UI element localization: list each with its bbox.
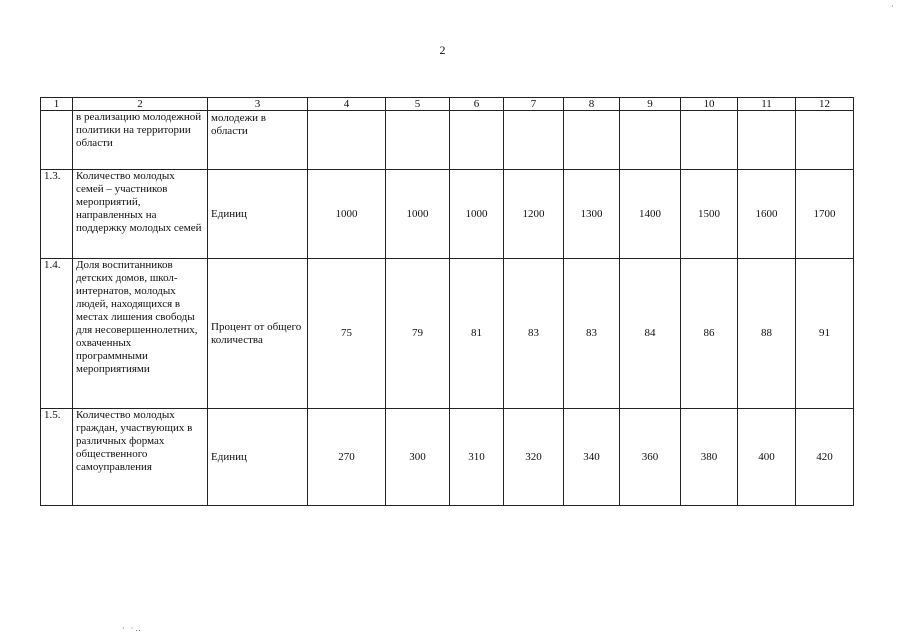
- header-cell: 4: [308, 98, 386, 111]
- value-cell: 340: [564, 409, 620, 506]
- value-cell: 1000: [386, 170, 450, 259]
- value-cell: 310: [450, 409, 504, 506]
- value-cell: 400: [738, 409, 796, 506]
- value-cell: 75: [308, 259, 386, 409]
- value-cell: 1000: [450, 170, 504, 259]
- value-cell: 1000: [308, 170, 386, 259]
- value-cell: [796, 111, 854, 170]
- unit-cell: Единиц: [208, 409, 308, 506]
- header-cell: 9: [620, 98, 681, 111]
- value-cell: 1700: [796, 170, 854, 259]
- indicator-name: Количество молодых граждан, участвующих в различных формах общественного самоуправления: [73, 409, 208, 506]
- value-cell: 300: [386, 409, 450, 506]
- value-cell: 91: [796, 259, 854, 409]
- indicators-table: [40, 97, 854, 506]
- indicator-name: в реализацию молодежной политики на территории области: [73, 111, 208, 170]
- header-cell: 8: [564, 98, 620, 111]
- value-cell: 88: [738, 259, 796, 409]
- row-number: 1.4.: [41, 259, 73, 409]
- value-cell: [308, 111, 386, 170]
- page-number: 2: [439, 43, 446, 57]
- value-cell: 1400: [620, 170, 681, 259]
- header-cell: 3: [208, 98, 308, 111]
- value-cell: 380: [681, 409, 738, 506]
- header-cell: 1: [41, 98, 73, 111]
- unit-cell: молодежи в области: [208, 111, 308, 170]
- value-cell: 1600: [738, 170, 796, 259]
- value-cell: [738, 111, 796, 170]
- header-cell: 2: [73, 98, 208, 111]
- table-row: [41, 111, 854, 170]
- value-cell: [620, 111, 681, 170]
- table-row: [41, 170, 854, 259]
- value-cell: [504, 111, 564, 170]
- header-cell: 11: [738, 98, 796, 111]
- unit-cell: Процент от общего количества: [208, 259, 308, 409]
- row-number: [41, 111, 73, 170]
- value-cell: [681, 111, 738, 170]
- value-cell: 81: [450, 259, 504, 409]
- value-cell: 84: [620, 259, 681, 409]
- value-cell: 360: [620, 409, 681, 506]
- row-number: 1.5.: [41, 409, 73, 506]
- header-cell: 10: [681, 98, 738, 111]
- value-cell: 83: [564, 259, 620, 409]
- row-number: 1.3.: [41, 170, 73, 259]
- value-cell: [386, 111, 450, 170]
- value-cell: [450, 111, 504, 170]
- value-cell: 79: [386, 259, 450, 409]
- header-cell: 6: [450, 98, 504, 111]
- table-row: [41, 409, 854, 506]
- value-cell: 1200: [504, 170, 564, 259]
- value-cell: 83: [504, 259, 564, 409]
- scan-speck: · ·‥: [122, 624, 143, 633]
- table-row: [41, 259, 854, 409]
- value-cell: 1300: [564, 170, 620, 259]
- value-cell: 86: [681, 259, 738, 409]
- header-cell: 5: [386, 98, 450, 111]
- header-cell: 7: [504, 98, 564, 111]
- value-cell: [564, 111, 620, 170]
- value-cell: 320: [504, 409, 564, 506]
- header-cell: 12: [796, 98, 854, 111]
- value-cell: 1500: [681, 170, 738, 259]
- indicator-name: Количество молодых семей – участников мероприятий, направленных на поддержку молодых семей: [73, 170, 208, 259]
- indicator-name: Доля воспитанников детских домов, школ-интернатов, молодых людей, находящихся в местах лишения свободы для несовершеннолетних, охваченных программными мероприятиями: [73, 259, 208, 409]
- value-cell: 270: [308, 409, 386, 506]
- value-cell: 420: [796, 409, 854, 506]
- header-row: [41, 98, 854, 111]
- unit-cell: Единиц: [208, 170, 308, 259]
- scan-speck: ·: [891, 2, 894, 11]
